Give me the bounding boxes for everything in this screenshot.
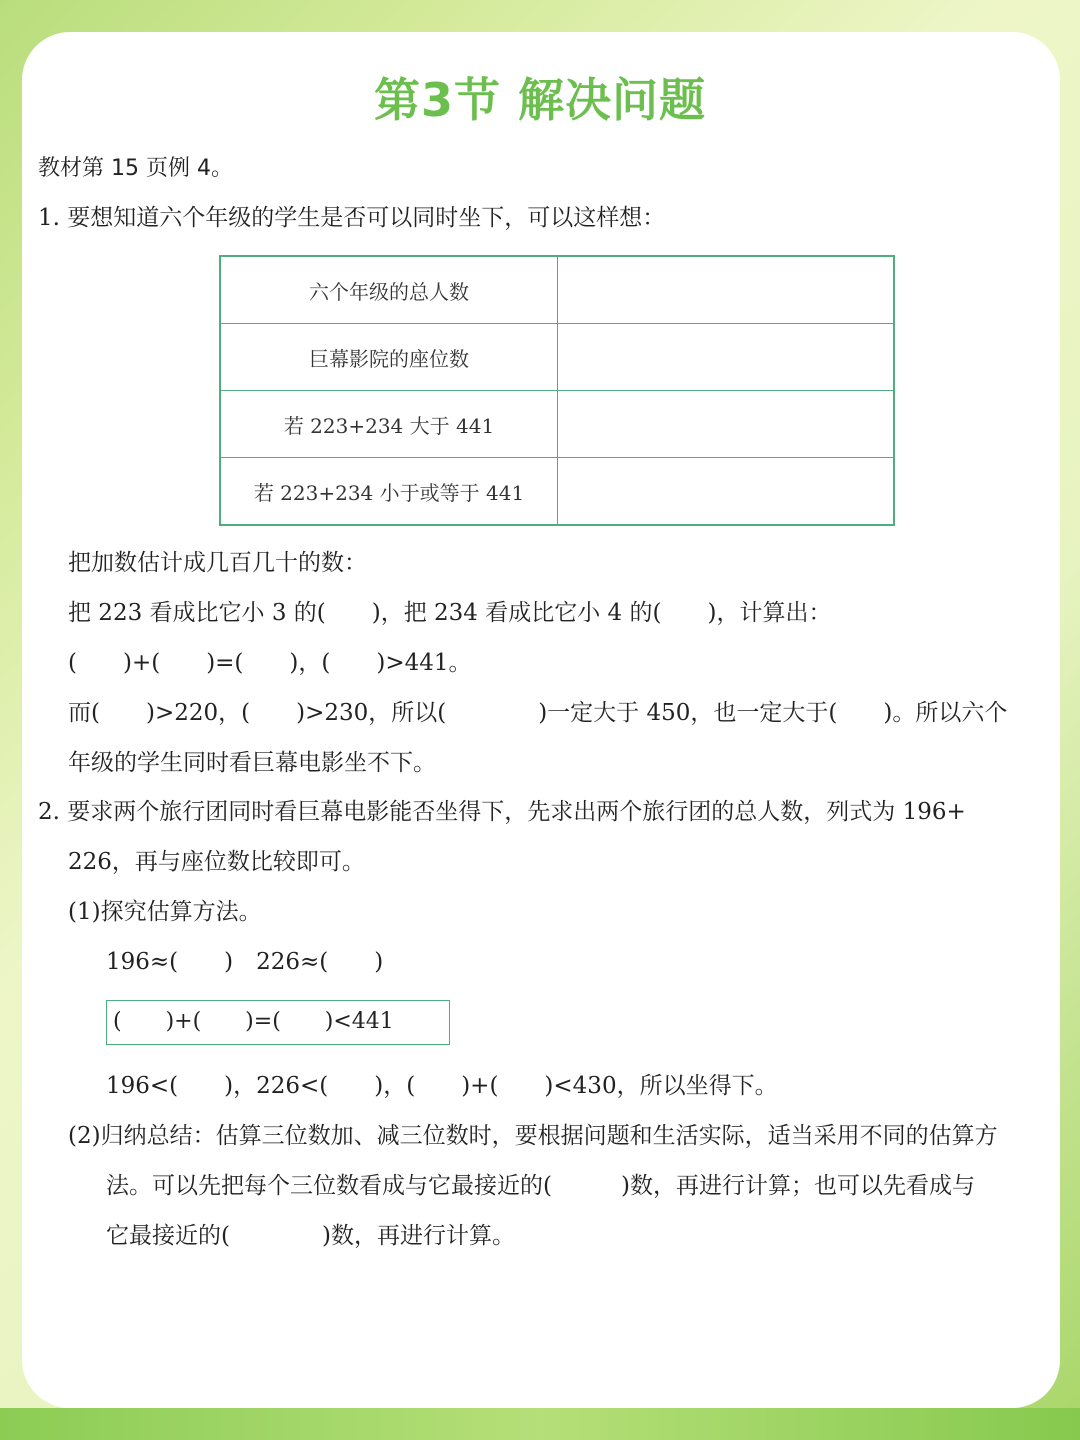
table-cell-label: 六个年级的总人数 (220, 256, 558, 324)
table-cell-answer[interactable] (558, 391, 895, 458)
estimation-box: ( )+( )=( )<441 (106, 1000, 450, 1045)
page-title: 第3节 解决问题 (373, 73, 707, 127)
intro-text: 教材第 15 页例 4。 (38, 156, 233, 181)
table-cell-answer[interactable] (558, 256, 895, 324)
q2-line-1: 2. 要求两个旅行团同时看巨幕电影能否坐得下，先求出两个旅行团的总人数，列式为 196+ (38, 799, 966, 825)
q2-sub2-line-1: (2)归纳总结：估算三位数加、减三位数时，要根据问题和生活实际，适当采用不同的估算方 (68, 1123, 998, 1149)
table-cell-answer[interactable] (558, 324, 895, 391)
table-row (220, 458, 894, 526)
q2-line-2: 226，再与座位数比较即可。 (68, 849, 365, 875)
table-row (220, 324, 894, 391)
q1-text: 1. 要想知道六个年级的学生是否可以同时坐下，可以这样想： (38, 205, 666, 231)
table-cell-answer[interactable] (558, 458, 895, 526)
q1-line-3: ( )+( )=( )，( )>441。 (68, 650, 472, 676)
q1-line-1: 把加数估计成几百几十的数： (68, 550, 367, 576)
q1-line-5: 年级的学生同时看巨幕电影坐不下。 (68, 750, 436, 776)
q2-sub1-line-2: 196<( )，226<( )，( )+( )<430，所以坐得下。 (106, 1073, 778, 1099)
table-cell-label: 巨幕影院的座位数 (220, 324, 558, 391)
q2-sub1-title: (1)探究估算方法。 (68, 899, 262, 925)
table-row (220, 391, 894, 458)
q2-sub1-line-1: 196≈( ) 226≈( ) (106, 949, 384, 975)
bottom-decoration (0, 1408, 1080, 1440)
q2-sub2-line-3: 它最接近的( )数，再进行计算。 (106, 1223, 515, 1249)
comparison-table (219, 255, 895, 526)
q2-sub2-line-2: 法。可以先把每个三位数看成与它最接近的( )数，再进行计算；也可以先看成与 (106, 1173, 975, 1199)
table-row (220, 256, 894, 324)
table-cell-label: 若 223+234 大于 441 (220, 391, 558, 458)
q1-line-2: 把 223 看成比它小 3 的( )，把 234 看成比它小 4 的( )，计算出： (68, 600, 832, 626)
table-cell-label: 若 223+234 小于或等于 441 (220, 458, 558, 526)
q1-line-4: 而( )>220，( )>230，所以( )一定大于 450，也一定大于( )。所以六个 (68, 700, 1008, 726)
